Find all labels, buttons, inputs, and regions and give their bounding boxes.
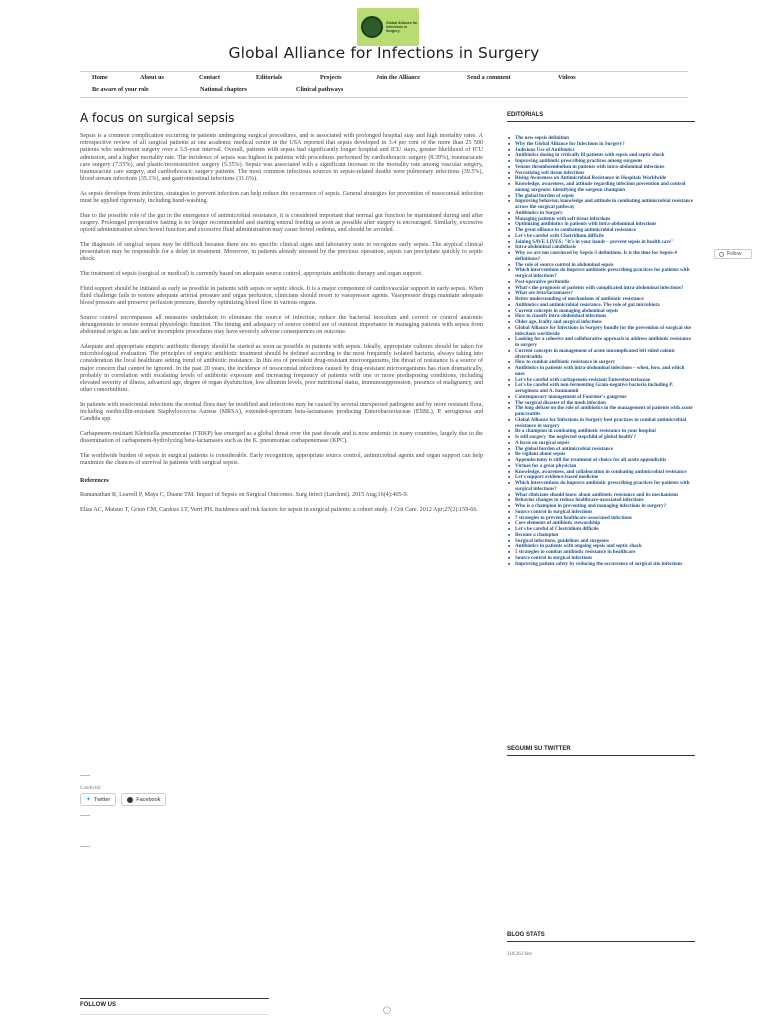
editorial-link[interactable]: ■ Antibiotics in Surgery <box>507 211 695 217</box>
editorial-link[interactable]: ■ Antibiotics and antimicrobial resistance. The role of gut microbiota <box>507 303 695 309</box>
editorial-link[interactable]: ■ Source control in surgical infections <box>507 556 695 562</box>
nav-clinical-pathways[interactable]: Clinical pathways <box>296 86 344 93</box>
reference-item: Elias AC, Matsuo T, Grion CM, Cardoso LT, Verri PH. Incidence and risk factors for sepsis in surgical patients: a cohort study. J Crit Care. 2012 Apr;27(2):159-66. <box>80 507 478 514</box>
editorial-link[interactable]: ■ Virtues for a great physician <box>507 464 695 470</box>
divider <box>80 815 90 816</box>
editorial-link[interactable]: ■ Become a champion <box>507 533 695 539</box>
article-paragraph: In patients with nosocomial infections the normal flora may be modified and infections may be caused by several unexpected pathogens and by more resistant flora, including methicillin-resistant Staphylococcus Aureus (MRSA), extended-spectrum beta-lactamases producing Enterobacteriaceae (ESBL), P. aeruginosa and Candida spp. <box>80 401 483 423</box>
facebook-share-label: Facebook <box>136 796 161 803</box>
editorial-link[interactable]: ■ Knowledge, awareness, and attitude regarding infection prevention and control among surgeons: identifying the surgeon champion <box>507 182 695 194</box>
twitter-share-label: Twitter <box>94 796 111 803</box>
editorial-link[interactable]: ■ Let's be careful with Clostridium difficile <box>507 234 695 240</box>
editorial-link[interactable]: ■ Judicious Use of Antibiotics <box>507 148 695 154</box>
article-paragraph: Source control encompasses all measures undertaken to eliminate the source of infection, reduce the bacterial inoculum and correct or control anatomic derangements to restore normal physiologic function. The timing and adequacy of source control are of outmost importance in managing patients with sepsis from abdominal origin as late and/or incomplete procedures may have severely adverse consequences on outcome. <box>80 314 483 336</box>
article-paragraph: The worldwide burden of sepsis in surgical patients is considerable. Early recognition, appropriate source control, antimicrobial agents and organ support can help maximize the chances of survival in patients with surgical sepsis. <box>80 452 483 467</box>
editorial-link[interactable]: ■ The new sepsis definition <box>507 136 695 142</box>
editorial-link[interactable]: ■ Antibiotics dosing in critically ill patients with sepsis and septic shock <box>507 153 695 159</box>
article-paragraph: Due to the possible role of the gut in the emergence of antimicrobial resistance, it is considered important that normal gut function be maintained during and after surgery. Prolonged preoperative fasting is no longer recommended and starting enteral feeding as soon as possible after surgery is encouraged. Similarly, excessive opioid administration slows bowel function and excessive fluid administration may cause bowel oedema, and should be avoided. <box>80 212 483 234</box>
editorial-link[interactable]: ■ Improving behavior, knowledge and attitude in combating antimicrobial resistance across the surgical pathway <box>507 199 695 211</box>
editorial-link[interactable]: ■ Managing patients with soft tissue infections <box>507 217 695 223</box>
editorial-link[interactable]: ■ Core elements of antibiotic stewardship <box>507 521 695 527</box>
article-paragraph: Adequate and appropriate empiric antibiotic therapy should be started as soon as possible in patients with sepsis. Ideally, appropriate cultures should be taken for microbiological evaluation. The principles of empiric antibiotic treatment should be defined according to the most frequently isolated bacteria, always taking into consideration the local healthcare setting trend of antibiotic resistance. In this era of prevalent drug-resistant microorganisms, the threat of resistance is a source of major concern that cannot be ignored. In the past 20 years, the incidence of nosocomial infections caused by drug-resistant microorganisms has risen dramatically, probably in correlation with escalating levels of antibiotic exposure and increasing frequency of patients with one or more predisposing conditions, including elevated severity of illness, advanced age, degree of organ dysfunction, low albumin levels, poor nutritional status, immunosuppression, presence of malignancy, and other comorbidities. <box>80 343 483 394</box>
editorial-link[interactable]: ■ Optimizing antibiotics in patients with intra-abdominal infections <box>507 222 695 228</box>
nav-videos[interactable]: Videos <box>558 74 576 81</box>
editorial-link[interactable]: ■ Contemporary management of Fournier's gangrene <box>507 395 695 401</box>
nav-national-chapters[interactable]: National chapters <box>200 86 247 93</box>
nav-editorials[interactable]: Editorials <box>256 74 283 81</box>
editorial-link[interactable]: ■ Why the Global Alliance for Infections in Surgery? <box>507 142 695 148</box>
editorial-link[interactable]: ■ 5 strategies to combat antibiotic resistance in healthcare <box>507 550 695 556</box>
editorial-link[interactable]: ■ What clinicians should know about antibiotic resistance and its mechanisms <box>507 493 695 499</box>
editorial-link[interactable]: ■ Looking for a cohesive and collaborative approach to address antibiotic resistance in surgery <box>507 337 695 349</box>
editorial-link[interactable]: ■ Appendectomy is still the treatment of choice for all acute appendicitis <box>507 458 695 464</box>
editorials-heading: EDITORIALS <box>507 112 695 122</box>
editorial-link[interactable]: ■ How to combat antibiotic resistance in surgery <box>507 360 695 366</box>
article-paragraph: The diagnosis of surgical sepsis may be difficult because there are no specific clinical signs and laboratory tests to recognize early sepsis. The atypical clinical presentation may be responsible for a delay in treatment. Moreover, in patients already stressed by the previous operation, sepsis can precipitate quickly to septic shock. <box>80 241 483 263</box>
main-navigation <box>80 71 688 98</box>
nav-projects[interactable]: Projects <box>320 74 342 81</box>
twitter-share-button[interactable] <box>80 793 116 806</box>
article-paragraph: Fluid support should be initiated as early as possible in patients with sepsis or septic shock. It is a major component of cardiovascular support in early sepsis. When fluid challenge fails to restore adequate arterial pressure and organ perfusion, clinicians should resort to vasopressor agents. Vasopressor drugs maintain adequate blood pressure and preserve perfusion pressure, thereby optimizing blood flow in various organs. <box>80 285 483 307</box>
follow-us-heading <box>80 998 269 1008</box>
nav-join-the-alliance[interactable]: Join the Alliance <box>376 74 421 81</box>
facebook-icon <box>127 797 133 803</box>
editorial-link[interactable]: ■ Which interventions do improve antibiotic prescribing practices for patients with surgical infections? <box>507 481 695 493</box>
divider <box>80 775 90 776</box>
editorial-link[interactable]: ■ Let's be careful of Clostridium difficile <box>507 527 695 533</box>
editorial-link[interactable]: ■ What's the prognosis of patients with complicated intra-abdominal infections? <box>507 286 695 292</box>
editorial-link[interactable]: ■ Global Alliance for Infections in Surgery best practices to combat antimicrobial resistance in surgery <box>507 418 695 430</box>
editorial-link[interactable]: ■ Improving antibiotic prescribing practices among surgeons <box>507 159 695 165</box>
nav-be-aware-of-your-role[interactable]: Be aware of your role <box>92 86 149 93</box>
editorial-link[interactable]: ■ Let's support evidence-based medicine <box>507 475 695 481</box>
reference-item: Ramanathan R, Leavell P, Mays C, Duane TM. Impact of Sepsis on Surgical Outcomes. Surg Infect (Larchmt). 2015 Aug;16(4):405-9. <box>80 492 409 499</box>
editorial-link[interactable]: ■ Current concepts in management of acute uncomplicated left sided colonic diverticulitis <box>507 349 695 361</box>
references-heading: References <box>80 477 109 485</box>
facebook-share-button[interactable] <box>121 793 166 806</box>
article-paragraph: The treatment of sepsis (surgical or medical) is currently based on adequate source control, appropriate antibiotic therapy and organ support. <box>80 271 423 278</box>
editorial-link[interactable]: ■ Necrotizing soft tissue infections <box>507 171 695 177</box>
editorial-link[interactable]: ■ Older age, frailty and surgical infections <box>507 320 695 326</box>
share-label: Condividi: <box>80 786 102 791</box>
editorial-link[interactable]: ■ Source control in surgical infections <box>507 510 695 516</box>
editorial-link[interactable]: ■ Antibiotics in patients with intra-abdominal infections – when, how, and which ones <box>507 366 695 378</box>
editorial-link[interactable]: ■ Who is a champion in preventing and managing infections in surgery? <box>507 504 695 510</box>
editorial-link[interactable]: ■ The role of source control in abdominal sepsis <box>507 263 695 269</box>
twitter-icon: ✦ <box>86 797 92 803</box>
blog-stats-value: 318,263 hits <box>507 952 532 957</box>
editorial-link[interactable]: ■ Intra-abdominal candidiasis <box>507 245 695 251</box>
wordpress-footer-icon[interactable]: ◯ <box>383 1006 391 1014</box>
article-paragraph: As sepsis develops from infection, strategies to prevent infection can help reduce the occurrence of sepsis. General strategies for prevention of nosocomial infection must be applied rigorously, including hand-washing. <box>80 190 483 205</box>
article <box>80 111 483 522</box>
twitter-heading: SEGUIMI SU TWITTER <box>507 746 695 756</box>
follow-button[interactable] <box>714 249 752 259</box>
editorial-link[interactable]: ■ Let's be careful with carbapenem-resistant Enterobacteriaceae <box>507 378 695 384</box>
editorial-link[interactable]: ■ Behavior changes to reduce healthcare-associated infections <box>507 498 695 504</box>
wordpress-icon <box>719 252 724 257</box>
editorial-link[interactable]: ■ Is still surgery 'the neglected stepchild of global health'? <box>507 435 695 441</box>
editorial-link[interactable]: ■ How to classify intra-abdominal infections <box>507 314 695 320</box>
follow-button-label: Follow <box>727 251 742 257</box>
editorial-link[interactable]: ■ The long debate on the role of antibiotics in the management of patients with acute pancreatitis <box>507 406 695 418</box>
editorial-link[interactable]: ■ 7 strategies to prevent healthcare-associated infections <box>507 516 695 522</box>
share-section <box>80 775 280 806</box>
site-logo[interactable] <box>357 8 419 46</box>
follow-us-label: FOLLOW US <box>80 1002 116 1008</box>
editorial-link[interactable]: ■ What are beta/lactamases? <box>507 291 695 297</box>
editorial-link[interactable]: ■ Which interventions do improve antibiotic prescribing practices for patients with surgical infections? <box>507 268 695 280</box>
nav-about-us[interactable]: About us <box>140 74 164 81</box>
article-paragraph: Sepsis is a common complication occurring in patients undergoing surgical procedures, and is associated with prolonged hospital stay and high mortality rates. A retrospective review of all surgical patients at one academic medical centre in the USA reported that sepsis developed in 3.4 per cent of the more than 25 500 patients who underwent surgery over a 3.5-year interval. Overall, patients with sepsis had significantly longer hospital and ICU stays, greater likelihood of ICU admission, and a higher mortality rate. The incidence of sepsis was highest in patients with procedures performed by cardiothoracic surgery (8.39%), trauma/acute care surgery (7.55%), and plastic/reconstructive surgery (5.35%). Sepsis was associated with a significant increase in the mortality rate among vascular surgery, trauma/acute care surgery, and cardiothoracic surgery patients. The most common infectious sources in sepsis-related deaths were pulmonary infections (39.5%), blood stream infections (35.1%), and gastrointestinal infections (31.6%). <box>80 133 483 183</box>
editorial-link[interactable]: ■ Why we are not convinced by Sepsis-3 definitions. Is it the time for Sepsis-4 definitions? <box>507 251 695 263</box>
divider <box>80 846 90 847</box>
sidebar <box>507 112 695 567</box>
editorial-link[interactable]: ■ Antibiotics in patients with ongoing sepsis and septic shock <box>507 544 695 550</box>
nav-contact[interactable]: Contact <box>199 74 220 81</box>
article-title: A focus on surgical sepsis <box>80 111 235 125</box>
blog-stats-heading: BLOG STATS <box>507 932 695 942</box>
editorial-link[interactable]: ■ Global Alliance for Infections in Surgery bundle for the prevention of surgical site infections worldwide <box>507 326 695 338</box>
editorial-link[interactable]: ■ The great alliance in combating antimicrobial resistance <box>507 228 695 234</box>
nav-home[interactable]: Home <box>92 74 108 81</box>
logo-text: Global Alliance for Infections in Surgery <box>386 21 418 33</box>
editorial-link[interactable]: ■ Rising Awareness on Antimicrobial Resistance in Hospitals Worldwide <box>507 176 695 182</box>
editorial-link[interactable]: ■ Let's be careful with non-fermenting Gram-negative bacteria including P. aeruginosa and A. baumannii <box>507 383 695 395</box>
editorial-link[interactable]: ■ Venous thromboembolism in patients with intra-abdominal infections <box>507 165 695 171</box>
site-title[interactable]: Global Alliance for Infections in Surgery <box>228 44 540 62</box>
editorial-link[interactable]: ■ Current concepts in managing abdominal sepsis <box>507 309 695 315</box>
editorial-link[interactable]: ■ Be vigilant about sepsis <box>507 452 695 458</box>
editorial-link[interactable]: ■ The global burden of antimicrobial resistance <box>507 447 695 453</box>
editorial-link[interactable]: ■ Be a champion in combating antibiotic resistance in your hospital <box>507 429 695 435</box>
editorial-link[interactable]: ■ A focus on surgical sepsis <box>507 441 695 447</box>
editorials-list <box>507 136 695 567</box>
editorial-link[interactable]: ■ Knowledge, awareness, and collaboration in combating antimicrobial resistance <box>507 470 695 476</box>
editorial-link[interactable]: ■ Surgical infections, guidelines and surgeons <box>507 539 695 545</box>
editorial-link[interactable]: ■ The global burden of sepsis <box>507 194 695 200</box>
editorial-link[interactable]: ■ Better understanding of mechanisms of antibiotic resistance <box>507 297 695 303</box>
editorial-link[interactable]: ■ Post-operative peritonitis <box>507 280 695 286</box>
editorial-link[interactable]: ■ Joining SAVE LIVES: "It's in your hands – prevent sepsis in health care" <box>507 240 695 246</box>
globe-icon <box>361 16 383 38</box>
editorial-link[interactable]: ■ Improving patient safety by reducing the occurrence of surgical site infections <box>507 562 695 568</box>
article-paragraph: Carbapenem-resistant Klebsiella pneumoniae (CRKP) has emerged as a global threat over the past decade and is now endemic in many countries, largely due to the dissemination of carbapenem-hydrolyzing beta-lactamases such as the K. pneumoniae carbapenemase (KPC). <box>80 431 483 445</box>
editorial-link[interactable]: ■ The surgical disaster of the mesh infection <box>507 401 695 407</box>
nav-send-a-comment[interactable]: Send a comment <box>467 74 511 81</box>
divider <box>80 1014 269 1015</box>
